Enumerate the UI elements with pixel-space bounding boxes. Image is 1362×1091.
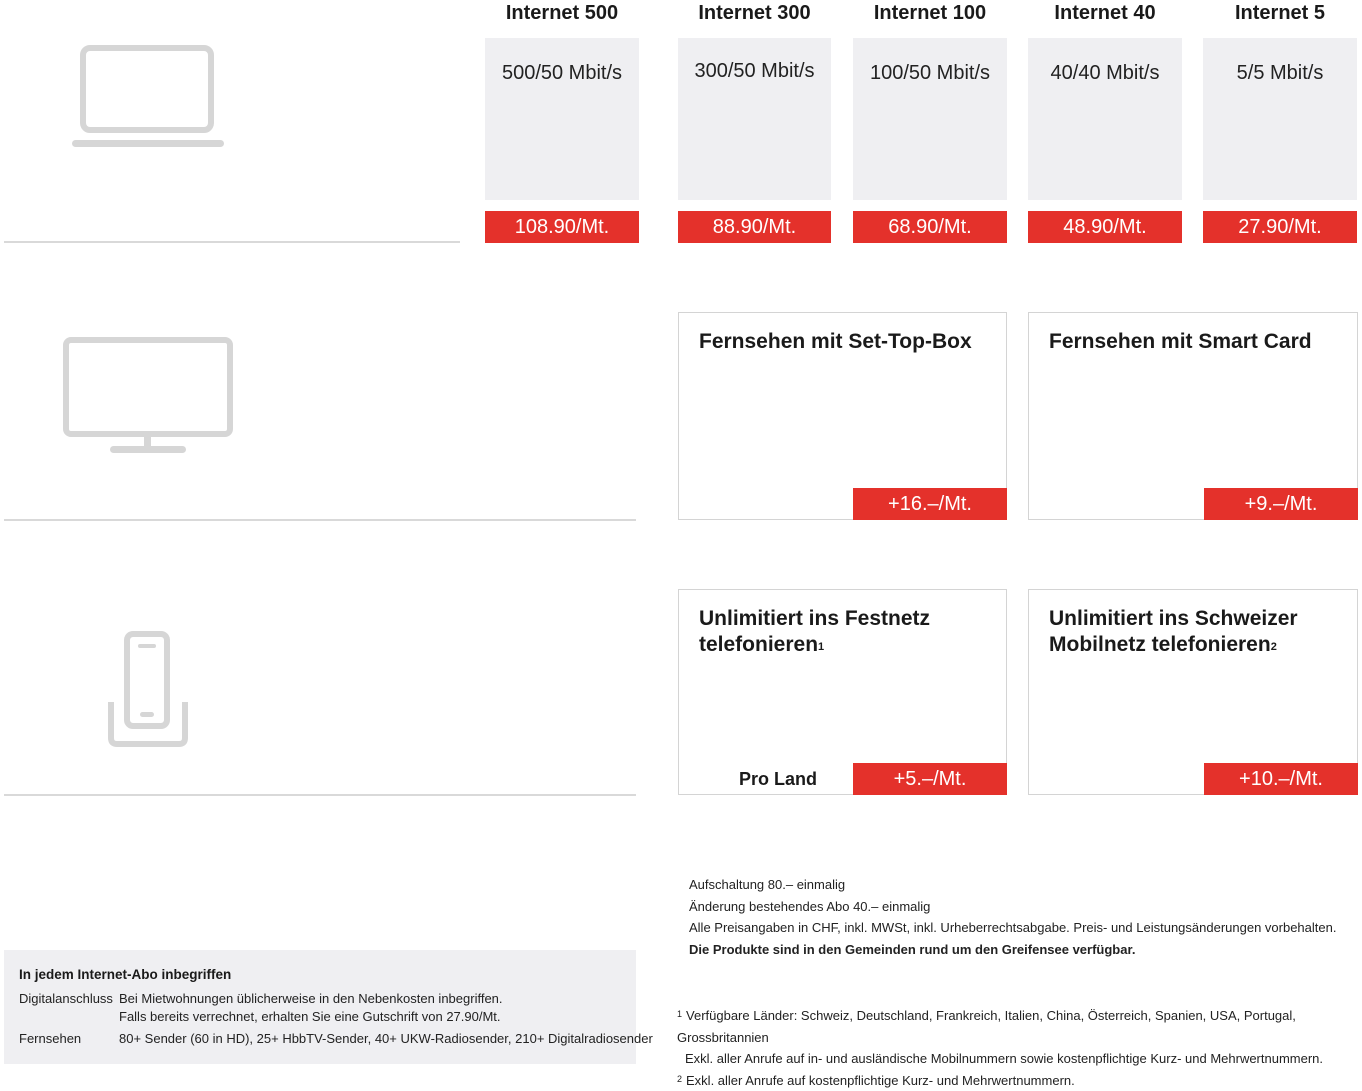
laptop-icon [70,44,226,150]
plan-price: 68.90/Mt. [853,211,1007,243]
footnote-2 [677,1070,1362,1091]
footnote-text: Verfügbare Länder: Schweiz, Deutschland, Frankreich, Italien, China, Österreich, Spanien, USA, Portugal, Grossbritannien [677,1008,1296,1045]
divider [4,519,636,521]
card-note: Pro Land [739,769,817,790]
footnote-mark: 2 [1271,641,1277,653]
note-line: Alle Preisangaben in CHF, inkl. MWSt, inkl. Urheberrechtsabgabe. Preis- und Leistungsänderungen vorbehalten. [689,917,1336,939]
tv-icon [62,336,234,456]
included-value: Falls bereits verrechnet, erhalten Sie eine Gutschrift von 27.90/Mt. [119,1008,501,1026]
footnote-1-cont: Exkl. aller Anrufe auf in- und ausländische Mobilnummern sowie kostenpflichtige Kurz- und Mehrwertnummern. [677,1048,1362,1070]
phone-festnetz-card[interactable] [678,589,1007,795]
plan-title: Internet 5 [1203,0,1357,26]
card-title [1049,606,1341,658]
footnote-mark: 1 [677,1009,682,1019]
footnotes [677,1005,1362,1091]
card-price: +10.–/Mt. [1204,763,1358,795]
card-title: Fernsehen mit Set-Top-Box [699,329,990,355]
plan-price: 27.90/Mt. [1203,211,1357,243]
included-value: 80+ Sender (60 in HD), 25+ HbbTV-Sender, 40+ UKW-Radiosender, 210+ Digitalradiosender [119,1030,653,1048]
footnote-mark: 1 [818,641,824,653]
card-price: +9.–/Mt. [1204,488,1358,520]
phone-icon [106,630,190,750]
phone-mobilnetz-card[interactable] [1028,589,1358,795]
footnote-text: Exkl. aller Anrufe auf kostenpflichtige Kurz- und Mehrwertnummern. [686,1073,1075,1088]
plan-speed: 500/50 Mbit/s [485,62,639,85]
card-title-line2: telefonieren [699,633,818,656]
plan-price: 48.90/Mt. [1028,211,1182,243]
plan-speed-box [678,38,831,200]
plan-price: 88.90/Mt. [678,211,831,243]
plan-title: Internet 300 [678,0,831,26]
plan-speed-box [485,38,639,200]
plan-price: 108.90/Mt. [485,211,639,243]
included-label: Digitalanschluss [19,990,117,1008]
card-title: Fernsehen mit Smart Card [1049,329,1341,355]
availability-note: Die Produkte sind in den Gemeinden rund um den Greifensee verfügbar. [689,939,1336,961]
included-box [4,950,636,1064]
included-row-digitalanschluss [19,990,629,1030]
divider [4,794,636,796]
note-line: Änderung bestehendes Abo 40.– einmalig [689,896,1336,918]
included-label: Fernsehen [19,1030,117,1048]
plan-speed-box [853,38,1007,200]
plan-speed: 40/40 Mbit/s [1028,62,1182,85]
plan-speed: 5/5 Mbit/s [1203,62,1357,85]
included-value: Bei Mietwohnungen üblicherweise in den Nebenkosten inbegriffen. [119,990,503,1008]
plan-speed: 100/50 Mbit/s [853,62,1007,85]
included-row-fernsehen [19,1030,629,1050]
plan-title: Internet 100 [853,0,1007,26]
plan-title: Internet 500 [485,0,639,26]
tv-smartcard-card[interactable] [1028,312,1358,520]
footnote-mark: 2 [677,1074,682,1084]
card-price: +16.–/Mt. [853,488,1007,520]
card-title [699,606,990,658]
plan-title: Internet 40 [1028,0,1182,26]
plan-speed-box [1028,38,1182,200]
included-title: In jedem Internet-Abo inbegriffen [19,967,231,982]
card-title-line1: Unlimitiert ins Schweizer [1049,607,1298,630]
plan-speed: 300/50 Mbit/s [678,60,831,83]
card-price: +5.–/Mt. [853,763,1007,795]
card-title-line2: Mobilnetz telefonieren [1049,633,1271,656]
note-line: Aufschaltung 80.– einmalig [689,874,1336,896]
divider [4,241,460,243]
tv-settopbox-card[interactable] [678,312,1007,520]
card-title-line1: Unlimitiert ins Festnetz [699,607,930,630]
plan-speed-box [1203,38,1357,200]
pricing-notes [689,874,1336,960]
footnote-1 [677,1005,1362,1048]
